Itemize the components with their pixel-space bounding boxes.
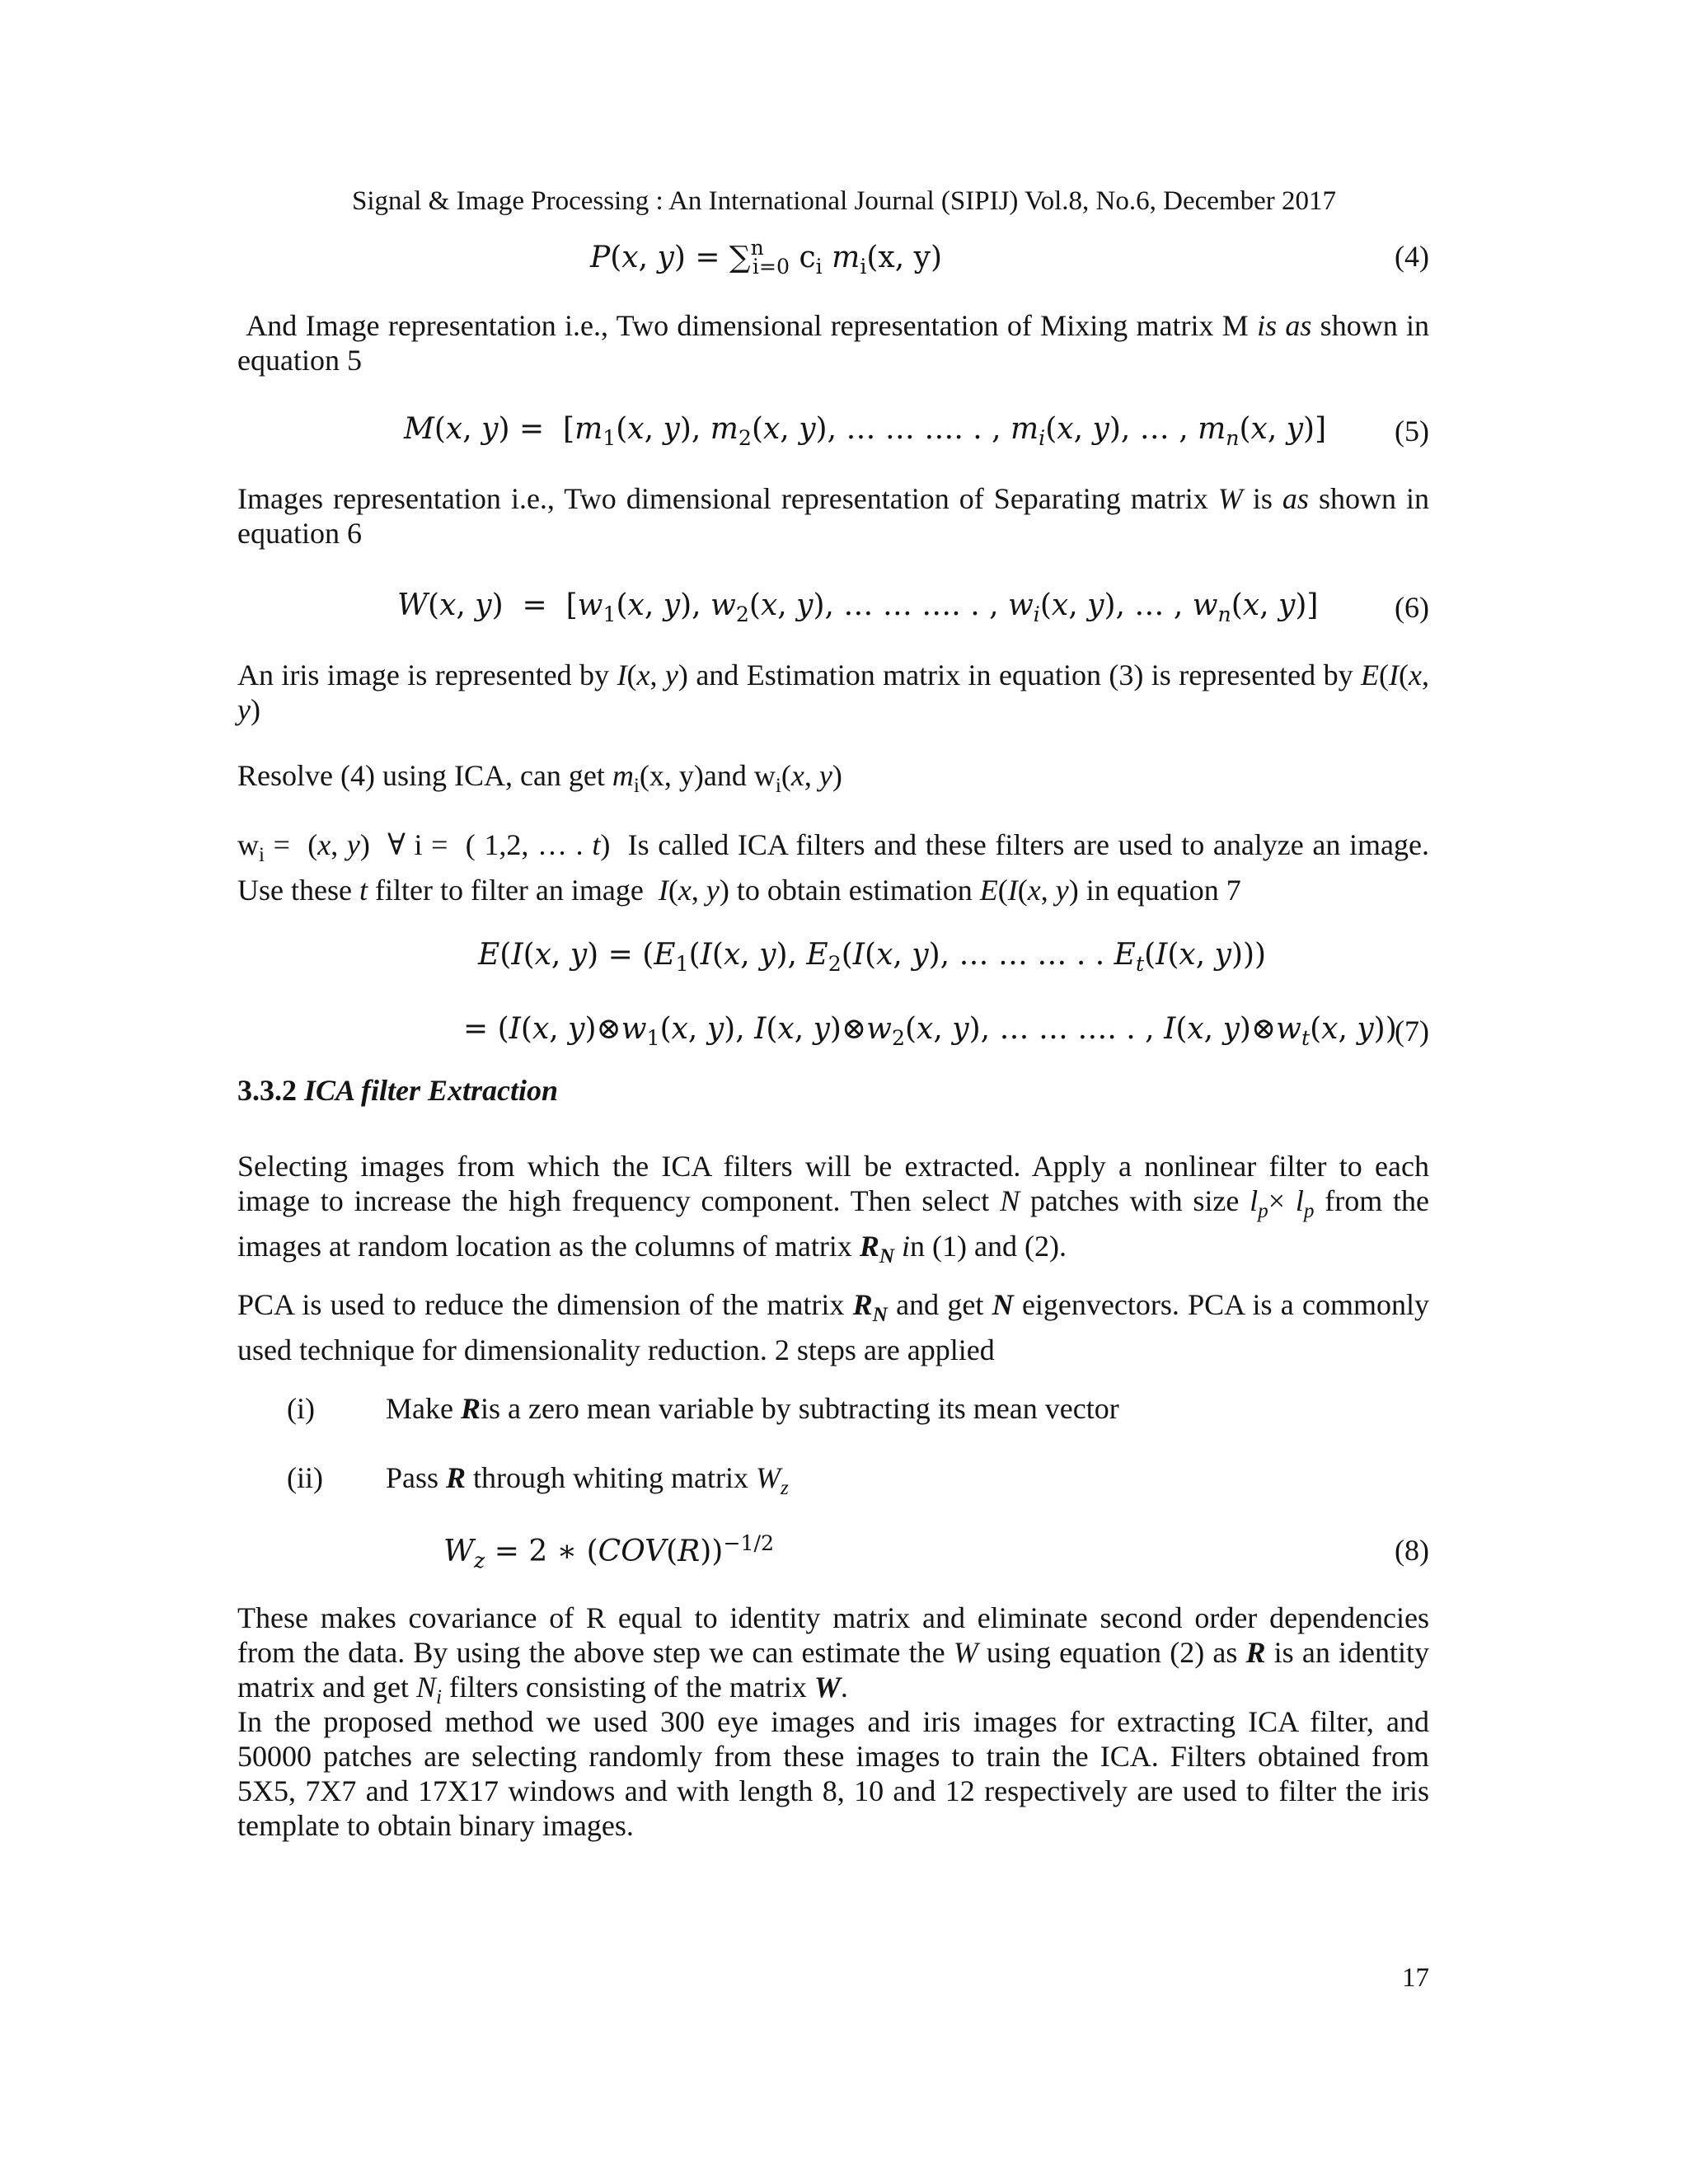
section-number: 3.3.2	[237, 1074, 297, 1107]
paragraph-separating-matrix: Images representation i.e., Two dimensional representation of Separating matrix W is as shown in equation 6	[237, 482, 1429, 550]
section-title: ICA filter Extraction	[304, 1074, 559, 1107]
equation-8-number: (8)	[1395, 1534, 1429, 1567]
equation-5-number: (5)	[1395, 415, 1429, 448]
section-heading	[237, 1073, 558, 1108]
equation-8: $W_z = 2$ ∗ $(COV(R))^{-1/2}$	[443, 1531, 774, 1573]
equation-7-line-1: E(I(x, $y) = (E_1(I(x$, y), $E_2(I(x$, y), … … … . . $E_t(I(x$, y)))	[478, 938, 1267, 977]
paragraph-ica-filters: $w_i = (x$, y) ∀ i = ( 1,2, … . t) Is called ICA filters and these filters are used to analyze an image. Use these t filter to filter an image I(x, y) to obtain estimation E(I(x, y) in equation 7	[237, 828, 1429, 907]
equation-5: M(x, $y) = [m_1(x$, y), $m_2(x$, y), … … …. . , $m_i(x$, y), … , $m_n(x$, y)]	[404, 412, 1327, 451]
paragraph-covariance: These makes covariance of R equal to identity matrix and eliminate second order dependencies from the data. By using the above step we can estimate the W using equation (2) as R is an identity matrix and get $N_i$ filters consisting of the matrix W.	[237, 1601, 1429, 1709]
step-2-marker: (ii)	[287, 1461, 323, 1494]
paragraph-iris-image: An iris image is represented by I(x, y) and Estimation matrix in equation (3) is represented by E(I(x, y)	[237, 658, 1430, 726]
page-number: 17	[1402, 1963, 1429, 1993]
equation-6-number: (6)	[1395, 591, 1429, 624]
equation-4-number: (4)	[1395, 240, 1429, 273]
equation-7-line-2: = (I(x, $y)\otimes w_1(x$, y), I(x, $y)\otimes w_2(x$, y), … … …. . , I(x, $y)\otimes w_t(x$, y))	[463, 1012, 1397, 1051]
step-1-text: Make Ris a zero mean variable by subtracting its mean vector	[386, 1392, 1119, 1425]
equation-6: W(x, $y) = [w_1(x$, y), $w_2(x$, y), … … …. . , $w_i(x$, y), … , $w_n(x$, y)]	[397, 588, 1319, 627]
equation-7-number: (7)	[1395, 1015, 1429, 1047]
paragraph-mixing-matrix: And Image representation i.e., Two dimensional representation of Mixing matrix M is as shown in equation 5	[237, 309, 1429, 377]
equation-4: P(x, y) = ∑$^n_{i=0}$ $c_i$ $m_i(x$, y)	[590, 236, 942, 279]
step-1-marker: (i)	[287, 1392, 315, 1425]
paragraph-pca: PCA is used to reduce the dimension of the matrix $R_N$ and get N eigenvectors. PCA is a commonly used technique for dimensionality reduction. 2 steps are applied	[237, 1288, 1429, 1367]
step-2-text: Pass R through whiting matrix $W_z$	[386, 1461, 789, 1500]
paragraph-resolve: Resolve (4) using ICA, can get $m_i(x$, y)and $w_i(x$, y)	[237, 759, 842, 798]
paragraph-selecting-images: Selecting images from which the ICA filters will be extracted. Apply a nonlinear filter to each image to increase the high frequency component. Then select N patches with size $l_p\times l_p$ from the images at random location as the columns of matrix $R_N$ in (1) and (2).	[237, 1150, 1429, 1268]
running-header: Signal & Image Processing : An International Journal (SIPIJ) Vol.8, No.6, December 2017	[352, 186, 1336, 216]
paragraph-proposed-method: In the proposed method we used 300 eye images and iris images for extracting ICA filter, and 50000 patches are selecting randomly from these images to train the ICA. Filters obtained from 5X5, 7X7 and 17X17 windows and with length 8, 10 and 12 respectively are used to filter the iris template to obtain binary images.	[237, 1705, 1429, 1842]
